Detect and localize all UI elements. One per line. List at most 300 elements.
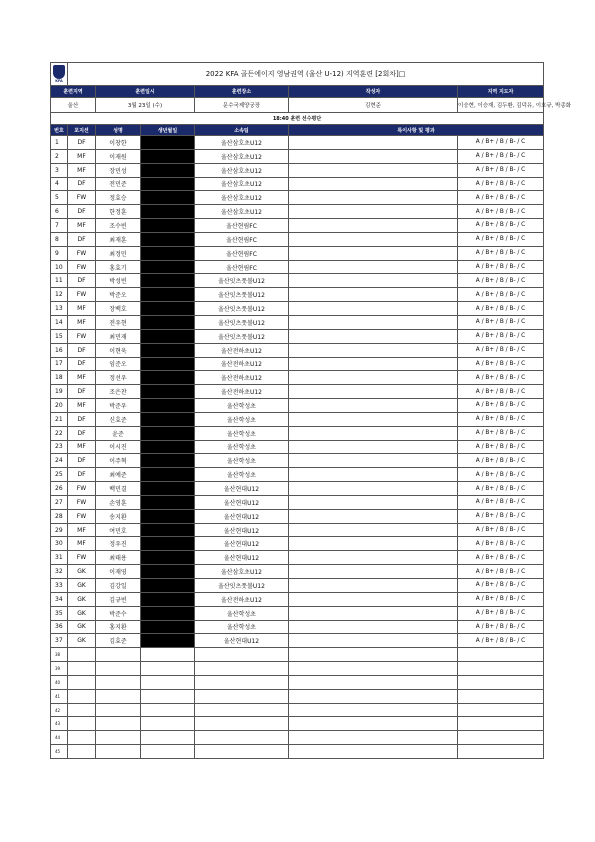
player-row [51, 482, 544, 496]
player-team: 울산삼호초U12 [195, 205, 289, 219]
player-team: 울산현대U12 [195, 634, 289, 648]
empty-cell[interactable] [195, 745, 289, 759]
player-number: 29 [51, 523, 68, 537]
player-team: 울산현림FC [195, 219, 289, 233]
player-position: MF [68, 302, 96, 316]
empty-row [51, 675, 544, 689]
col-header-team: 소속팀 [195, 125, 289, 136]
player-number: 28 [51, 509, 68, 523]
player-grade-scale[interactable]: A / B+ / B / B- / C [458, 149, 544, 163]
empty-cell[interactable] [195, 648, 289, 662]
player-notes-field[interactable] [289, 163, 458, 177]
player-position: DF [68, 468, 96, 482]
empty-cell[interactable] [141, 648, 195, 662]
kfa-emblem-icon [53, 65, 65, 79]
column-header-row [51, 125, 544, 136]
player-position: GK [68, 565, 96, 579]
info-value-row [51, 98, 544, 113]
player-grade-scale[interactable]: A / B+ / B / B- / C [458, 343, 544, 357]
player-row [51, 288, 544, 302]
player-position: MF [68, 219, 96, 233]
player-dob-redacted [141, 163, 195, 177]
player-dob-redacted [141, 315, 195, 329]
player-grade-scale[interactable]: A / B+ / B / B- / C [458, 482, 544, 496]
player-name: 박준수 [96, 606, 141, 620]
player-notes-field[interactable] [289, 246, 458, 260]
player-grade-scale[interactable]: A / B+ / B / B- / C [458, 537, 544, 551]
player-notes-field[interactable] [289, 260, 458, 274]
player-dob-redacted [141, 246, 195, 260]
player-grade-scale[interactable]: A / B+ / B / B- / C [458, 399, 544, 413]
player-row [51, 163, 544, 177]
player-number: 7 [51, 219, 68, 233]
empty-cell[interactable] [68, 703, 96, 717]
player-grade-scale[interactable]: A / B+ / B / B- / C [458, 274, 544, 288]
player-team: 울산학성초 [195, 606, 289, 620]
player-name: 전우현 [96, 315, 141, 329]
session-label: 18:40 훈련 선수평단 [51, 113, 544, 125]
player-notes-field[interactable] [289, 399, 458, 413]
player-name: 백민결 [96, 482, 141, 496]
player-grade-scale[interactable]: A / B+ / B / B- / C [458, 219, 544, 233]
player-position: DF [68, 343, 96, 357]
player-name: 장민성 [96, 163, 141, 177]
empty-notes-field[interactable] [289, 745, 458, 759]
player-notes-field[interactable] [289, 205, 458, 219]
player-grade-scale[interactable]: A / B+ / B / B- / C [458, 385, 544, 399]
player-name: 최재훈 [96, 232, 141, 246]
player-team: 울산삼호초U12 [195, 149, 289, 163]
player-notes-field[interactable] [289, 288, 458, 302]
empty-cell[interactable] [96, 675, 141, 689]
player-name: 전민준 [96, 177, 141, 191]
player-number: 8 [51, 232, 68, 246]
empty-cell[interactable] [141, 745, 195, 759]
empty-notes-field[interactable] [289, 689, 458, 703]
player-dob-redacted [141, 274, 195, 288]
player-dob-redacted [141, 149, 195, 163]
empty-notes-field[interactable] [289, 648, 458, 662]
player-row [51, 468, 544, 482]
player-number: 36 [51, 620, 68, 634]
player-grade-scale[interactable]: A / B+ / B / B- / C [458, 191, 544, 205]
empty-notes-field[interactable] [289, 731, 458, 745]
player-number: 25 [51, 468, 68, 482]
player-row [51, 509, 544, 523]
player-row [51, 219, 544, 233]
player-name: 조은찬 [96, 385, 141, 399]
empty-cell[interactable] [96, 689, 141, 703]
info-header-author: 작성자 [289, 86, 458, 98]
player-position: GK [68, 592, 96, 606]
player-position: DF [68, 177, 96, 191]
player-dob-redacted [141, 620, 195, 634]
empty-grade-field[interactable] [458, 703, 544, 717]
player-row [51, 357, 544, 371]
player-dob-redacted [141, 329, 195, 343]
empty-row-number: 45 [51, 745, 68, 759]
player-position: FW [68, 329, 96, 343]
player-row [51, 315, 544, 329]
player-name: 최정민 [96, 246, 141, 260]
player-team: 울산현대U12 [195, 537, 289, 551]
player-grade-scale[interactable]: A / B+ / B / B- / C [458, 440, 544, 454]
training-evaluation-sheet [50, 62, 572, 759]
player-dob-redacted [141, 232, 195, 246]
player-team: 울산현대U12 [195, 482, 289, 496]
empty-row [51, 745, 544, 759]
empty-cell[interactable] [96, 717, 141, 731]
empty-cell[interactable] [195, 703, 289, 717]
player-notes-field[interactable] [289, 177, 458, 191]
player-notes-field[interactable] [289, 219, 458, 233]
player-grade-scale[interactable]: A / B+ / B / B- / C [458, 260, 544, 274]
player-position: DF [68, 426, 96, 440]
player-name: 이창한 [96, 136, 141, 150]
player-number: 32 [51, 565, 68, 579]
player-team: 울산삼호초U12 [195, 177, 289, 191]
player-grade-scale[interactable]: A / B+ / B / B- / C [458, 357, 544, 371]
player-grade-scale[interactable]: A / B+ / B / B- / C [458, 163, 544, 177]
empty-cell[interactable] [96, 745, 141, 759]
empty-grade-field[interactable] [458, 689, 544, 703]
player-name: 김효준 [96, 634, 141, 648]
player-dob-redacted [141, 136, 195, 150]
player-name: 이재영 [96, 565, 141, 579]
player-notes-field[interactable] [289, 191, 458, 205]
player-notes-field[interactable] [289, 136, 458, 150]
player-notes-field[interactable] [289, 412, 458, 426]
player-team: 울산전하초U12 [195, 385, 289, 399]
player-notes-field[interactable] [289, 454, 458, 468]
player-grade-scale[interactable]: A / B+ / B / B- / C [458, 177, 544, 191]
player-grade-scale[interactable]: A / B+ / B / B- / C [458, 551, 544, 565]
player-name: 조수빈 [96, 219, 141, 233]
empty-row [51, 717, 544, 731]
player-position: MF [68, 399, 96, 413]
player-notes-field[interactable] [289, 329, 458, 343]
player-dob-redacted [141, 191, 195, 205]
empty-cell[interactable] [96, 648, 141, 662]
player-grade-scale[interactable]: A / B+ / B / B- / C [458, 426, 544, 440]
player-notes-field[interactable] [289, 302, 458, 316]
player-notes-field[interactable] [289, 634, 458, 648]
empty-row [51, 689, 544, 703]
player-row [51, 205, 544, 219]
document-title: 2022 KFA 골든에이지 영남권역 (울산 U-12) 지역훈련 [2회차]□ [68, 63, 544, 86]
player-position: DF [68, 357, 96, 371]
player-dob-redacted [141, 260, 195, 274]
player-grade-scale[interactable]: A / B+ / B / B- / C [458, 495, 544, 509]
empty-cell[interactable] [141, 717, 195, 731]
player-team: 울산잇츠풋볼U12 [195, 579, 289, 593]
empty-notes-field[interactable] [289, 717, 458, 731]
player-grade-scale[interactable]: A / B+ / B / B- / C [458, 579, 544, 593]
player-dob-redacted [141, 537, 195, 551]
empty-row-number: 40 [51, 675, 68, 689]
player-name: 이시진 [96, 440, 141, 454]
player-number: 26 [51, 482, 68, 496]
player-notes-field[interactable] [289, 385, 458, 399]
player-team: 울산전하초U12 [195, 343, 289, 357]
player-team: 울산잇츠풋볼U12 [195, 302, 289, 316]
player-dob-redacted [141, 412, 195, 426]
player-team: 울산학성초 [195, 426, 289, 440]
empty-cell[interactable] [68, 745, 96, 759]
empty-cell[interactable] [195, 717, 289, 731]
player-grade-scale[interactable]: A / B+ / B / B- / C [458, 606, 544, 620]
player-name: 이주혁 [96, 454, 141, 468]
player-grade-scale[interactable]: A / B+ / B / B- / C [458, 592, 544, 606]
player-dob-redacted [141, 219, 195, 233]
player-row [51, 260, 544, 274]
player-position: FW [68, 246, 96, 260]
player-grade-scale[interactable]: A / B+ / B / B- / C [458, 232, 544, 246]
empty-row-number: 44 [51, 731, 68, 745]
player-grade-scale[interactable]: A / B+ / B / B- / C [458, 288, 544, 302]
player-dob-redacted [141, 606, 195, 620]
player-row [51, 440, 544, 454]
player-grade-scale[interactable]: A / B+ / B / B- / C [458, 205, 544, 219]
col-header-position: 포지션 [68, 125, 96, 136]
player-dob-redacted [141, 371, 195, 385]
info-header-venue: 훈련장소 [195, 86, 289, 98]
player-number: 31 [51, 551, 68, 565]
player-row [51, 371, 544, 385]
player-grade-scale[interactable]: A / B+ / B / B- / C [458, 454, 544, 468]
empty-cell[interactable] [68, 675, 96, 689]
empty-row-number: 41 [51, 689, 68, 703]
empty-row-number: 39 [51, 662, 68, 676]
player-notes-field[interactable] [289, 371, 458, 385]
player-name: 최예준 [96, 468, 141, 482]
player-notes-field[interactable] [289, 523, 458, 537]
info-header-coaches: 지역 지도자 [458, 86, 544, 98]
player-notes-field[interactable] [289, 426, 458, 440]
player-team: 울산현대U12 [195, 509, 289, 523]
empty-grade-field[interactable] [458, 731, 544, 745]
info-header-row [51, 86, 544, 98]
player-team: 울산학성초 [195, 399, 289, 413]
player-name: 최민재 [96, 329, 141, 343]
empty-cell[interactable] [141, 689, 195, 703]
player-number: 17 [51, 357, 68, 371]
player-name: 윤준 [96, 426, 141, 440]
empty-notes-field[interactable] [289, 662, 458, 676]
empty-cell[interactable] [96, 662, 141, 676]
player-name: 박준우 [96, 399, 141, 413]
player-dob-redacted [141, 482, 195, 496]
player-grade-scale[interactable]: A / B+ / B / B- / C [458, 329, 544, 343]
player-notes-field[interactable] [289, 509, 458, 523]
player-position: FW [68, 260, 96, 274]
player-team: 울산전하초U12 [195, 371, 289, 385]
player-dob-redacted [141, 592, 195, 606]
player-dob-redacted [141, 302, 195, 316]
player-grade-scale[interactable]: A / B+ / B / B- / C [458, 412, 544, 426]
empty-notes-field[interactable] [289, 703, 458, 717]
player-row [51, 246, 544, 260]
empty-cell[interactable] [68, 648, 96, 662]
player-position: GK [68, 606, 96, 620]
player-notes-field[interactable] [289, 537, 458, 551]
player-grade-scale[interactable]: A / B+ / B / B- / C [458, 634, 544, 648]
player-dob-redacted [141, 509, 195, 523]
player-notes-field[interactable] [289, 592, 458, 606]
player-position: FW [68, 288, 96, 302]
empty-grade-field[interactable] [458, 717, 544, 731]
player-notes-field[interactable] [289, 149, 458, 163]
empty-cell[interactable] [195, 662, 289, 676]
player-team: 울산현림FC [195, 246, 289, 260]
empty-grade-field[interactable] [458, 648, 544, 662]
player-notes-field[interactable] [289, 357, 458, 371]
empty-cell[interactable] [141, 675, 195, 689]
player-dob-redacted [141, 579, 195, 593]
player-position: DF [68, 136, 96, 150]
player-notes-field[interactable] [289, 495, 458, 509]
empty-cell[interactable] [141, 703, 195, 717]
player-dob-redacted [141, 399, 195, 413]
player-row [51, 399, 544, 413]
player-team: 울산잇츠풋볼U12 [195, 315, 289, 329]
col-header-number: 번호 [51, 125, 68, 136]
player-position: DF [68, 232, 96, 246]
empty-cell[interactable] [195, 731, 289, 745]
player-notes-field[interactable] [289, 468, 458, 482]
empty-notes-field[interactable] [289, 675, 458, 689]
player-grade-scale[interactable]: A / B+ / B / B- / C [458, 523, 544, 537]
player-name: 김강일 [96, 579, 141, 593]
player-dob-redacted [141, 523, 195, 537]
player-dob-redacted [141, 288, 195, 302]
player-row [51, 551, 544, 565]
empty-cell[interactable] [195, 675, 289, 689]
player-number: 14 [51, 315, 68, 329]
player-grade-scale[interactable]: A / B+ / B / B- / C [458, 620, 544, 634]
player-number: 22 [51, 426, 68, 440]
player-notes-field[interactable] [289, 551, 458, 565]
player-row [51, 606, 544, 620]
player-number: 21 [51, 412, 68, 426]
player-notes-field[interactable] [289, 440, 458, 454]
player-notes-field[interactable] [289, 606, 458, 620]
empty-grade-field[interactable] [458, 662, 544, 676]
player-dob-redacted [141, 495, 195, 509]
player-name: 송지환 [96, 509, 141, 523]
player-position: DF [68, 454, 96, 468]
player-row [51, 565, 544, 579]
player-grade-scale[interactable]: A / B+ / B / B- / C [458, 246, 544, 260]
player-row [51, 191, 544, 205]
player-position: FW [68, 509, 96, 523]
player-number: 35 [51, 606, 68, 620]
player-notes-field[interactable] [289, 565, 458, 579]
player-number: 2 [51, 149, 68, 163]
player-notes-field[interactable] [289, 343, 458, 357]
player-grade-scale[interactable]: A / B+ / B / B- / C [458, 315, 544, 329]
player-team: 울산현대U12 [195, 495, 289, 509]
player-grade-scale[interactable]: A / B+ / B / B- / C [458, 371, 544, 385]
player-row [51, 495, 544, 509]
info-coaches: 이승현, 이승재, 김두환, 김덕유, 이호규, 박종화 [458, 98, 544, 113]
player-number: 33 [51, 579, 68, 593]
player-row [51, 454, 544, 468]
player-grade-scale[interactable]: A / B+ / B / B- / C [458, 565, 544, 579]
player-team: 울산현대U12 [195, 551, 289, 565]
player-row [51, 426, 544, 440]
player-notes-field[interactable] [289, 274, 458, 288]
empty-cell[interactable] [96, 731, 141, 745]
player-notes-field[interactable] [289, 482, 458, 496]
info-author: 김현준 [289, 98, 458, 113]
empty-grade-field[interactable] [458, 745, 544, 759]
player-team: 울산학성초 [195, 412, 289, 426]
player-grade-scale[interactable]: A / B+ / B / B- / C [458, 302, 544, 316]
player-notes-field[interactable] [289, 232, 458, 246]
player-row [51, 329, 544, 343]
player-number: 37 [51, 634, 68, 648]
player-row [51, 537, 544, 551]
player-dob-redacted [141, 343, 195, 357]
player-name: 정선우 [96, 371, 141, 385]
info-header-region: 훈련지역 [51, 86, 96, 98]
empty-cell[interactable] [68, 717, 96, 731]
empty-row [51, 648, 544, 662]
player-row [51, 149, 544, 163]
empty-cell[interactable] [195, 689, 289, 703]
player-number: 15 [51, 329, 68, 343]
player-number: 19 [51, 385, 68, 399]
player-grade-scale[interactable]: A / B+ / B / B- / C [458, 136, 544, 150]
player-name: 장백호 [96, 302, 141, 316]
empty-cell[interactable] [96, 703, 141, 717]
player-name: 이현욱 [96, 343, 141, 357]
player-dob-redacted [141, 357, 195, 371]
player-position: DF [68, 385, 96, 399]
player-number: 23 [51, 440, 68, 454]
player-dob-redacted [141, 468, 195, 482]
session-row [51, 113, 544, 125]
player-number: 10 [51, 260, 68, 274]
player-team: 울산잇츠풋볼U12 [195, 288, 289, 302]
empty-cell[interactable] [68, 731, 96, 745]
player-notes-field[interactable] [289, 579, 458, 593]
empty-cell[interactable] [141, 662, 195, 676]
player-dob-redacted [141, 426, 195, 440]
player-grade-scale[interactable]: A / B+ / B / B- / C [458, 468, 544, 482]
player-dob-redacted [141, 565, 195, 579]
info-header-datetime: 훈련일시 [96, 86, 195, 98]
player-number: 5 [51, 191, 68, 205]
empty-grade-field[interactable] [458, 675, 544, 689]
player-name: 정우진 [96, 537, 141, 551]
empty-cell[interactable] [68, 689, 96, 703]
player-team: 울산삼호초U12 [195, 191, 289, 205]
player-notes-field[interactable] [289, 620, 458, 634]
player-grade-scale[interactable]: A / B+ / B / B- / C [458, 509, 544, 523]
empty-cell[interactable] [68, 662, 96, 676]
player-team: 울산현대U12 [195, 523, 289, 537]
empty-cell[interactable] [141, 731, 195, 745]
player-position: FW [68, 191, 96, 205]
player-team: 울산학성초 [195, 468, 289, 482]
player-notes-field[interactable] [289, 315, 458, 329]
player-position: MF [68, 371, 96, 385]
player-number: 27 [51, 495, 68, 509]
empty-row-number: 42 [51, 703, 68, 717]
player-number: 20 [51, 399, 68, 413]
